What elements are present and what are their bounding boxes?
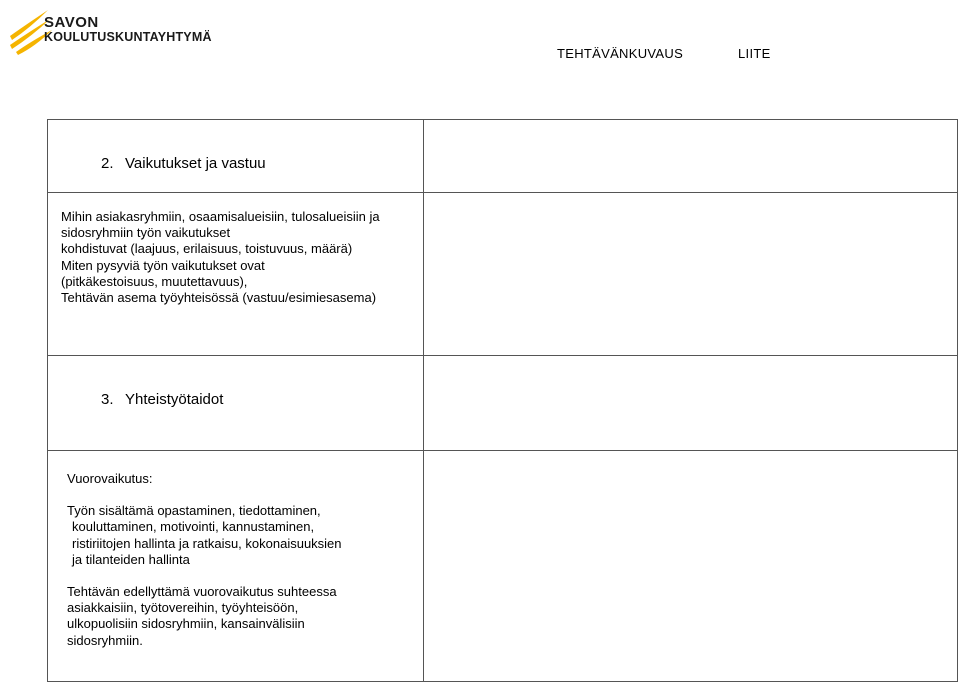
- paragraph-2-line: ulkopuolisiin sidosryhmiin, kansainvälisiin: [67, 616, 305, 632]
- section-2-heading-row: [48, 120, 958, 193]
- document-title: TEHTÄVÄNKUVAUS: [557, 46, 684, 61]
- paragraph-2-line: asiakkaisiin, työtovereihin, työyhteisöön,: [67, 600, 299, 616]
- section-3-content-cell: [48, 451, 424, 682]
- section-3-heading: [48, 356, 423, 408]
- section-2-heading: [48, 120, 423, 172]
- section-3-answer-cell[interactable]: [424, 451, 958, 682]
- section-2-answer-cell[interactable]: [424, 193, 958, 356]
- paragraph-2-line: sidosryhmiin.: [67, 632, 143, 648]
- section-2-line: sidosryhmiin työn vaikutukset: [61, 225, 231, 241]
- section-2-heading-cell: [48, 120, 424, 193]
- organization-logo: [8, 6, 228, 56]
- section-3-content-row: [48, 451, 958, 682]
- paragraph-1-line: kouluttaminen, motivointi, kannustaminen,: [72, 519, 315, 535]
- attachment-label: LIITE: [738, 46, 771, 61]
- paragraph-1-line: Työn sisältämä opastaminen, tiedottaminen,: [67, 503, 321, 519]
- section-3-number: 3.: [101, 391, 114, 408]
- section-2-line: Tehtävän asema työyhteisössä (vastuu/esimiesasema): [61, 290, 377, 306]
- paragraph-1-line: ristiriitojen hallinta ja ratkaisu, kokonaisuuksien: [72, 535, 342, 551]
- section-3-heading-row: [48, 356, 958, 451]
- section-2-heading-answer-cell[interactable]: [424, 120, 958, 193]
- job-description-table: [47, 119, 958, 682]
- section-2-content-row: [48, 193, 958, 356]
- paragraph-2-line: Tehtävän edellyttämä vuorovaikutus suhteessa: [67, 584, 337, 600]
- section-2-line: Mihin asiakasryhmiin, osaamisalueisiin, tulosalueisiin ja: [61, 209, 380, 224]
- section-2-description: [48, 193, 423, 306]
- logo-line-2: KOULUTUSKUNTAYHTYMÄ: [44, 29, 212, 44]
- interaction-subheading: Vuorovaikutus:: [67, 471, 153, 486]
- section-2-line: (pitkäkestoisuus, muutettavuus),: [61, 273, 248, 289]
- paragraph-1-line: ja tilanteiden hallinta: [72, 551, 190, 567]
- section-3-title: Yhteistyötaidot: [125, 391, 224, 408]
- section-2-number: 2.: [101, 155, 114, 172]
- section-2-title: Vaikutukset ja vastuu: [125, 155, 266, 172]
- logo-line-1: SAVON: [44, 14, 99, 31]
- section-3-description: [48, 451, 423, 649]
- section-2-line: kohdistuvat (laajuus, erilaisuus, toistuvuus, määrä): [61, 241, 353, 257]
- section-3-heading-cell: [48, 356, 424, 451]
- section-3-heading-answer-cell[interactable]: [424, 356, 958, 451]
- section-2-line: Miten pysyviä työn vaikutukset ovat: [61, 257, 265, 273]
- section-2-content-cell: [48, 193, 424, 356]
- logo-wordmark: [44, 15, 212, 44]
